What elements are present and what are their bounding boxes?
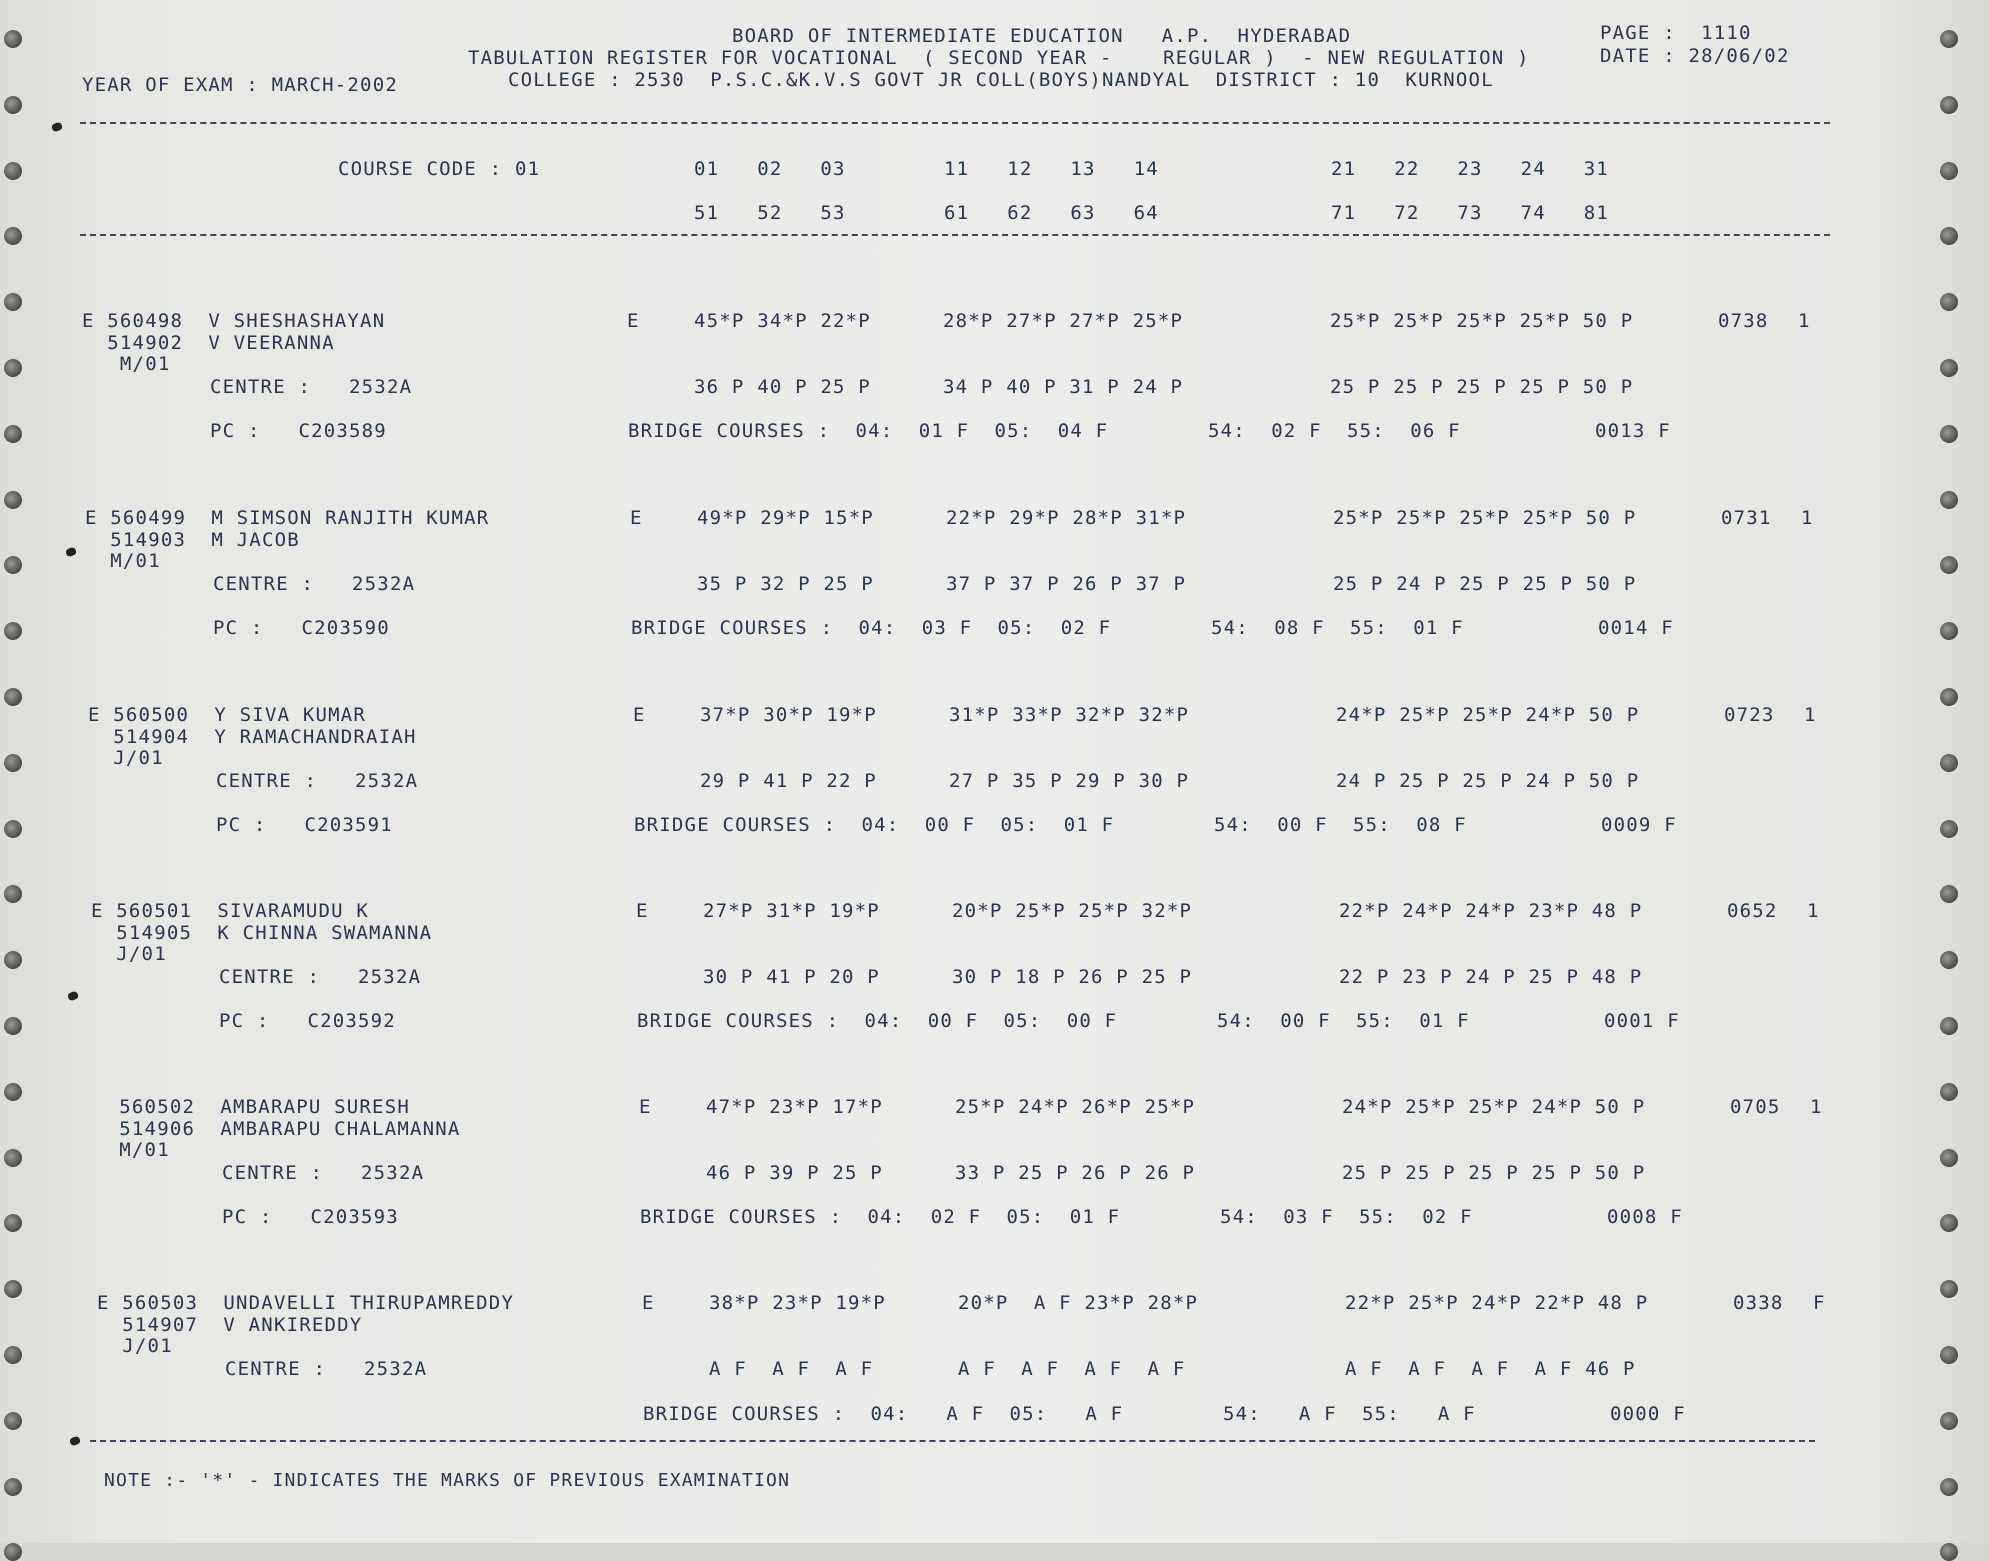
marks-row2-group1: 29 P 41 P 22 P — [700, 770, 877, 792]
tractor-feed-holes-right — [1940, 0, 1970, 1543]
centre: CENTRE : 2532A — [213, 573, 416, 595]
subject-codes-row2-group1: 51 52 53 — [694, 202, 846, 224]
total-marks: 0652 — [1727, 900, 1778, 922]
total-marks: 0338 — [1733, 1292, 1784, 1314]
medium: E — [642, 1292, 655, 1314]
result: 1 — [1804, 704, 1817, 726]
total-marks: 0723 — [1724, 704, 1775, 726]
feed-hole — [4, 425, 22, 443]
result: 1 — [1810, 1096, 1823, 1118]
marks-row1-group2: 31*P 33*P 32*P 32*P — [949, 704, 1190, 726]
tractor-feed-holes-left — [4, 0, 34, 1543]
pc-number: PC : C203590 — [213, 617, 390, 639]
feed-hole — [1940, 754, 1958, 772]
medium: E — [639, 1096, 652, 1118]
bridge-courses-2: 54: A F 55: A F — [1223, 1403, 1476, 1425]
marks-row1-group3: 25*P 25*P 25*P 25*P 50 P — [1330, 310, 1634, 332]
marks-row1-group2: 20*P A F 23*P 28*P — [958, 1292, 1199, 1314]
marks-row2-group1: 46 P 39 P 25 P — [706, 1162, 883, 1184]
divider — [80, 122, 1830, 124]
bridge-courses-2: 54: 08 F 55: 01 F — [1211, 617, 1464, 639]
student-line-3: J/01 — [91, 943, 167, 965]
feed-hole — [1940, 688, 1958, 706]
marks-row2-group2: A F A F A F A F — [958, 1358, 1186, 1380]
result: 1 — [1798, 310, 1811, 332]
centre: CENTRE : 2532A — [210, 376, 413, 398]
divider — [90, 1440, 1815, 1442]
feed-hole — [1940, 1017, 1958, 1035]
total-marks: 0705 — [1730, 1096, 1781, 1118]
feed-hole — [4, 1346, 22, 1364]
bridge-total: 0009 F — [1601, 814, 1677, 836]
feed-hole — [1940, 1280, 1958, 1298]
bridge-courses: BRIDGE COURSES : 04: A F 05: A F — [643, 1403, 1124, 1425]
result: 1 — [1807, 900, 1820, 922]
feed-hole — [1940, 162, 1958, 180]
student-line-1: E 560503 UNDAVELLI THIRUPAMREDDY — [97, 1292, 515, 1314]
feed-hole — [1940, 556, 1958, 574]
marks-row2-group2: 37 P 37 P 26 P 37 P — [946, 573, 1187, 595]
year-of-exam: YEAR OF EXAM : MARCH-2002 — [82, 74, 398, 96]
bridge-courses: BRIDGE COURSES : 04: 00 F 05: 00 F — [637, 1010, 1118, 1032]
result: F — [1813, 1292, 1826, 1314]
feed-hole — [1940, 1543, 1958, 1561]
marks-row2-group3: 24 P 25 P 25 P 24 P 50 P — [1336, 770, 1640, 792]
subject-codes-row1-group2: 11 12 13 14 — [944, 158, 1159, 180]
marks-row2-group3: A F A F A F A F 46 P — [1345, 1358, 1636, 1380]
board-title: BOARD OF INTERMEDIATE EDUCATION A.P. HYDERABAD — [732, 25, 1352, 47]
marks-row1-group2: 20*P 25*P 25*P 32*P — [952, 900, 1193, 922]
student-line-3: M/01 — [94, 1139, 170, 1161]
bridge-courses: BRIDGE COURSES : 04: 00 F 05: 01 F — [634, 814, 1115, 836]
marks-row2-group1: 36 P 40 P 25 P — [694, 376, 871, 398]
marks-row1-group1: 47*P 23*P 17*P — [706, 1096, 883, 1118]
feed-hole — [4, 491, 22, 509]
feed-hole — [1940, 1149, 1958, 1167]
feed-hole — [4, 293, 22, 311]
feed-hole — [4, 885, 22, 903]
medium: E — [633, 704, 646, 726]
student-line-2: 514904 Y RAMACHANDRAIAH — [88, 726, 417, 748]
feed-hole — [1940, 30, 1958, 48]
feed-hole — [1940, 622, 1958, 640]
student-line-1: E 560499 M SIMSON RANJITH KUMAR — [85, 507, 490, 529]
student-line-2: 514903 M JACOB — [85, 529, 300, 551]
student-line-3: J/01 — [97, 1335, 173, 1357]
feed-hole — [1940, 425, 1958, 443]
student-line-3: J/01 — [88, 747, 164, 769]
medium: E — [627, 310, 640, 332]
bridge-courses: BRIDGE COURSES : 04: 01 F 05: 04 F — [628, 420, 1109, 442]
student-line-3: M/01 — [82, 353, 171, 375]
marks-row2-group3: 25 P 25 P 25 P 25 P 50 P — [1342, 1162, 1646, 1184]
feed-hole — [4, 30, 22, 48]
marks-row2-group2: 27 P 35 P 29 P 30 P — [949, 770, 1190, 792]
total-marks: 0738 — [1718, 310, 1769, 332]
feed-hole — [1940, 820, 1958, 838]
feed-hole — [4, 1280, 22, 1298]
subject-codes-row2-group3: 71 72 73 74 81 — [1331, 202, 1610, 224]
divider — [80, 234, 1830, 236]
feed-hole — [4, 359, 22, 377]
feed-hole — [1940, 1346, 1958, 1364]
centre: CENTRE : 2532A — [219, 966, 422, 988]
bridge-total: 0001 F — [1604, 1010, 1680, 1032]
feed-hole — [4, 1149, 22, 1167]
feed-hole — [1940, 96, 1958, 114]
feed-hole — [4, 162, 22, 180]
bridge-courses-2: 54: 03 F 55: 02 F — [1220, 1206, 1473, 1228]
bridge-courses-2: 54: 02 F 55: 06 F — [1208, 420, 1461, 442]
feed-hole — [4, 1214, 22, 1232]
marks-row1-group1: 38*P 23*P 19*P — [709, 1292, 886, 1314]
marks-row1-group2: 22*P 29*P 28*P 31*P — [946, 507, 1187, 529]
marks-row2-group3: 22 P 23 P 24 P 25 P 48 P — [1339, 966, 1643, 988]
course-code: COURSE CODE : 01 — [338, 158, 541, 180]
marks-row1-group3: 22*P 25*P 24*P 22*P 48 P — [1345, 1292, 1649, 1314]
register-date: DATE : 28/06/02 — [1600, 45, 1790, 67]
feed-hole — [4, 1543, 22, 1561]
register-title: TABULATION REGISTER FOR VOCATIONAL ( SECOND YEAR - REGULAR ) - NEW REGULATION ) — [468, 47, 1530, 69]
feed-hole — [1940, 1412, 1958, 1430]
centre: CENTRE : 2532A — [216, 770, 419, 792]
marks-row2-group2: 30 P 18 P 26 P 25 P — [952, 966, 1193, 988]
bridge-courses-2: 54: 00 F 55: 01 F — [1217, 1010, 1470, 1032]
feed-hole — [4, 96, 22, 114]
feed-hole — [4, 227, 22, 245]
marks-row2-group2: 34 P 40 P 31 P 24 P — [943, 376, 1184, 398]
bridge-courses-2: 54: 00 F 55: 08 F — [1214, 814, 1467, 836]
marks-row1-group2: 28*P 27*P 27*P 25*P — [943, 310, 1184, 332]
marks-row1-group1: 27*P 31*P 19*P — [703, 900, 880, 922]
bridge-total: 0013 F — [1595, 420, 1671, 442]
student-line-2: 514905 K CHINNA SWAMANNA — [91, 922, 433, 944]
feed-hole — [1940, 1083, 1958, 1101]
feed-hole — [1940, 359, 1958, 377]
subject-codes-row2-group2: 61 62 63 64 — [944, 202, 1159, 224]
student-line-1: E 560501 SIVARAMUDU K — [91, 900, 370, 922]
feed-hole — [4, 688, 22, 706]
feed-hole — [1940, 885, 1958, 903]
marks-row1-group1: 49*P 29*P 15*P — [697, 507, 874, 529]
subject-codes-row1-group1: 01 02 03 — [694, 158, 846, 180]
marks-row2-group3: 25 P 25 P 25 P 25 P 50 P — [1330, 376, 1634, 398]
feed-hole — [1940, 227, 1958, 245]
student-line-2: 514906 AMBARAPU CHALAMANNA — [94, 1118, 461, 1140]
feed-hole — [1940, 293, 1958, 311]
pc-number: PC : C203589 — [210, 420, 387, 442]
feed-hole — [4, 622, 22, 640]
footnote: NOTE :- '*' - INDICATES THE MARKS OF PREVIOUS EXAMINATION — [104, 1470, 791, 1491]
pc-number: PC : C203593 — [222, 1206, 399, 1228]
bridge-total: 0000 F — [1610, 1403, 1686, 1425]
marks-row1-group3: 24*P 25*P 25*P 24*P 50 P — [1336, 704, 1640, 726]
feed-hole — [1940, 1478, 1958, 1496]
marks-row1-group1: 45*P 34*P 22*P — [694, 310, 871, 332]
feed-hole — [4, 754, 22, 772]
bridge-courses: BRIDGE COURSES : 04: 03 F 05: 02 F — [631, 617, 1112, 639]
marks-row1-group3: 22*P 24*P 24*P 23*P 48 P — [1339, 900, 1643, 922]
marks-row2-group2: 33 P 25 P 26 P 26 P — [955, 1162, 1196, 1184]
marks-row1-group1: 37*P 30*P 19*P — [700, 704, 877, 726]
student-line-2: 514902 V VEERANNA — [82, 332, 335, 354]
marks-row2-group1: 35 P 32 P 25 P — [697, 573, 874, 595]
student-line-1: E 560500 Y SIVA KUMAR — [88, 704, 367, 726]
marks-row2-group1: 30 P 41 P 20 P — [703, 966, 880, 988]
feed-hole — [1940, 951, 1958, 969]
marks-row1-group3: 25*P 25*P 25*P 25*P 50 P — [1333, 507, 1637, 529]
centre: CENTRE : 2532A — [225, 1358, 428, 1380]
page-number: PAGE : 1110 — [1600, 22, 1752, 44]
feed-hole — [1940, 1214, 1958, 1232]
college-info: COLLEGE : 2530 P.S.C.&K.V.S GOVT JR COLL(BOYS)NANDYAL DISTRICT : 10 KURNOOL — [508, 69, 1494, 91]
marks-row2-group3: 25 P 24 P 25 P 25 P 50 P — [1333, 573, 1637, 595]
bridge-total: 0014 F — [1598, 617, 1674, 639]
feed-hole — [4, 820, 22, 838]
student-line-1: 560502 AMBARAPU SURESH — [94, 1096, 410, 1118]
result: 1 — [1801, 507, 1814, 529]
marks-row2-group1: A F A F A F — [709, 1358, 874, 1380]
marks-row1-group2: 25*P 24*P 26*P 25*P — [955, 1096, 1196, 1118]
total-marks: 0731 — [1721, 507, 1772, 529]
pc-number: PC : C203592 — [219, 1010, 396, 1032]
feed-hole — [1940, 491, 1958, 509]
feed-hole — [4, 556, 22, 574]
centre: CENTRE : 2532A — [222, 1162, 425, 1184]
bridge-total: 0008 F — [1607, 1206, 1683, 1228]
medium: E — [630, 507, 643, 529]
student-line-1: E 560498 V SHESHASHAYAN — [82, 310, 386, 332]
feed-hole — [4, 951, 22, 969]
feed-hole — [4, 1017, 22, 1035]
medium: E — [636, 900, 649, 922]
subject-codes-row1-group3: 21 22 23 24 31 — [1331, 158, 1610, 180]
bridge-courses: BRIDGE COURSES : 04: 02 F 05: 01 F — [640, 1206, 1121, 1228]
feed-hole — [4, 1412, 22, 1430]
feed-hole — [4, 1083, 22, 1101]
feed-hole — [4, 1478, 22, 1496]
student-line-2: 514907 V ANKIREDDY — [97, 1314, 363, 1336]
student-line-3: M/01 — [85, 550, 161, 572]
pc-number: PC : C203591 — [216, 814, 393, 836]
marks-row1-group3: 24*P 25*P 25*P 24*P 50 P — [1342, 1096, 1646, 1118]
